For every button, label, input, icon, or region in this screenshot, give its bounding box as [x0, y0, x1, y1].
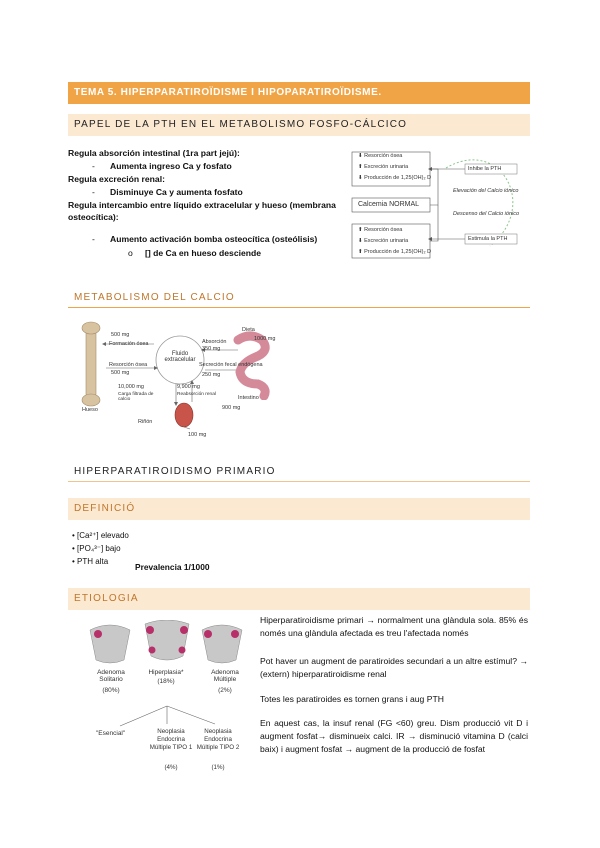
calcio-hueso: Hueso [82, 407, 98, 413]
arrow-down-icon: ⬇ [358, 153, 363, 159]
dash: - [92, 234, 95, 244]
section-heading-etiologia: ETIOLOGIA [68, 588, 530, 610]
pth-elevacion: Elevación del Calcio iónico [453, 188, 519, 194]
etio-neo1: Neoplasia Endocrina Múltiple TIPO 1 [149, 728, 193, 751]
etio-adenoma-solitario: Adenoma Solitario [97, 669, 125, 683]
arrow-up-icon: ⬆ [358, 164, 363, 170]
pth-line-3a: Aumento activación bomba osteocítica (osteólisis) [110, 234, 318, 244]
calcio-formacion: Formación ósea [109, 341, 149, 347]
pth-line-3: Regula intercambio entre líquido extracelular y hueso (membrana osteocítica): [68, 200, 336, 222]
section-heading-calcio: METABOLISMO DEL CALCIO [68, 288, 530, 308]
dash: - [92, 187, 95, 197]
definicio-item: • [PO₄³⁻] bajo [72, 544, 121, 553]
etiologia-paragraph-4: En aquest cas, la insuf renal (FG <60) greu. Dism producció vit D i augment fosfat→ disminueix calci. IR → disminució vitamina D (calci baix) i augment fosfat → augment de la producció de fosfat [260, 718, 528, 754]
pth-calcemia-normal: Calcemia NORMAL [358, 201, 420, 208]
pth-box2-item-3: ⬆ Producción de 1,25(OH)₂ D [358, 249, 432, 255]
calcio-absorcion: Absorción [202, 339, 227, 345]
calcio-carga: Carga filtrada de calcio [118, 392, 154, 402]
calcio-resorcion: Resorción ósea [109, 362, 148, 368]
pth-box1-item-2: ⬆ Excreción urinaria [358, 164, 409, 170]
calcio-dieta-val: 1000 mg [254, 336, 276, 342]
calcio-fluido: Fluido extracelular [164, 351, 196, 363]
calcio-reabs: Reabsorción renal [177, 392, 216, 397]
arrow-down-icon: ⬇ [358, 238, 363, 244]
calcio-intestino-val: 900 mg [222, 405, 241, 411]
pth-box2-item-2: ⬇ Excreción urinaria [358, 238, 409, 244]
etio-hiperplasia-pct: (18%) [157, 678, 175, 685]
pth-inhibe: Inhibe la PTH [468, 166, 502, 172]
calcio-dieta: Dieta [242, 327, 255, 333]
etio-adenoma-multiple: Adenoma Múltiple [211, 669, 239, 683]
pth-descenso: Descenso del Calcio iónico [453, 211, 520, 217]
pth-line-3b: [] de Ca en hueso desciende [145, 248, 262, 258]
calcio-formacion-val: 500 mg [111, 332, 130, 338]
calcio-secrecion-val: 250 mg [202, 372, 221, 378]
etio-neo1-pct: (4%) [164, 764, 178, 771]
pth-line-2a: Disminuye Ca y aumenta fosfato [110, 187, 243, 197]
pth-line-2: Regula excreción renal: [68, 174, 165, 184]
document-title-banner: TEMA 5. HIPERPARATIROÏDISME I HIPOPARATIROÏDISME. [68, 82, 530, 104]
calcio-secrecion: Secreción fecal endógena [199, 362, 263, 368]
definicio-item: • [Ca²⁺] elevado [72, 531, 129, 540]
etiologia-paragraph-3: Totes les paratiroides es tornen grans i aug PTH [260, 694, 444, 704]
pth-line-1: Regula absorción intestinal (1ra part jejú): [68, 148, 240, 158]
pth-box1-item-3: ⬇ Producción de 1,25(OH)₂ D [358, 175, 432, 181]
etio-neo2: Neoplasia Endocrina Múltiple TIPO 2 [196, 728, 240, 751]
calcio-reabs-val: 9,900 mg [177, 384, 200, 390]
etiologia-figure [80, 620, 250, 780]
pth-box2-item-1: ⬆ Resorción ósea [358, 227, 403, 233]
etio-neo2-pct: (1%) [211, 764, 225, 771]
dash: - [92, 161, 95, 171]
arrow-down-icon: ⬇ [358, 175, 363, 181]
etiologia-paragraph-1: Hiperparatiroidisme primari → normalment una glàndula sola. 85% és només una glàndula afectada es treu l'afectada només [260, 615, 528, 638]
bullet: o [128, 248, 133, 258]
calcio-resorcion-val: 500 mg [111, 370, 130, 376]
section-heading-hiper: HIPERPARATIROIDISMO PRIMARIO [68, 462, 530, 482]
section-heading-pth: PAPEL DE LA PTH EN EL METABOLISMO FOSFO-CÁLCICO [68, 114, 530, 136]
arrow-up-icon: ⬆ [358, 249, 363, 255]
etio-adenoma-solitario-pct: (80%) [102, 687, 120, 694]
definicio-item: • PTH alta [72, 557, 109, 566]
etiologia-paragraph-2: Pot haver un augment de paratiroides secundari a un altre estímul? → (extern) hiperparatiroidisme renal [260, 656, 528, 679]
arrow-up-icon: ⬆ [358, 227, 363, 233]
pth-estimula: Estimula la PTH [468, 236, 508, 242]
pth-line-1a: Aumenta ingreso Ca y fosfato [110, 161, 232, 171]
calcio-absorcion-val: 350 mg [202, 346, 221, 352]
etio-esencial: "Esencial" [96, 730, 126, 737]
calcio-intestino: Intestino [238, 395, 259, 401]
etio-adenoma-multiple-pct: (2%) [218, 687, 232, 694]
etio-hiperplasia: Hiperplasia* [148, 669, 184, 676]
calcio-orina-val: 100 mg [188, 432, 207, 438]
pth-box1-item-1: ⬇ Resorción ósea [358, 153, 403, 159]
calcio-carga-val: 10,000 mg [118, 384, 144, 390]
section-heading-definicio: DEFINICIÓ [68, 498, 530, 520]
calcio-rinon: Riñón [138, 419, 153, 425]
prevalencia: Prevalencia 1/1000 [135, 562, 210, 572]
